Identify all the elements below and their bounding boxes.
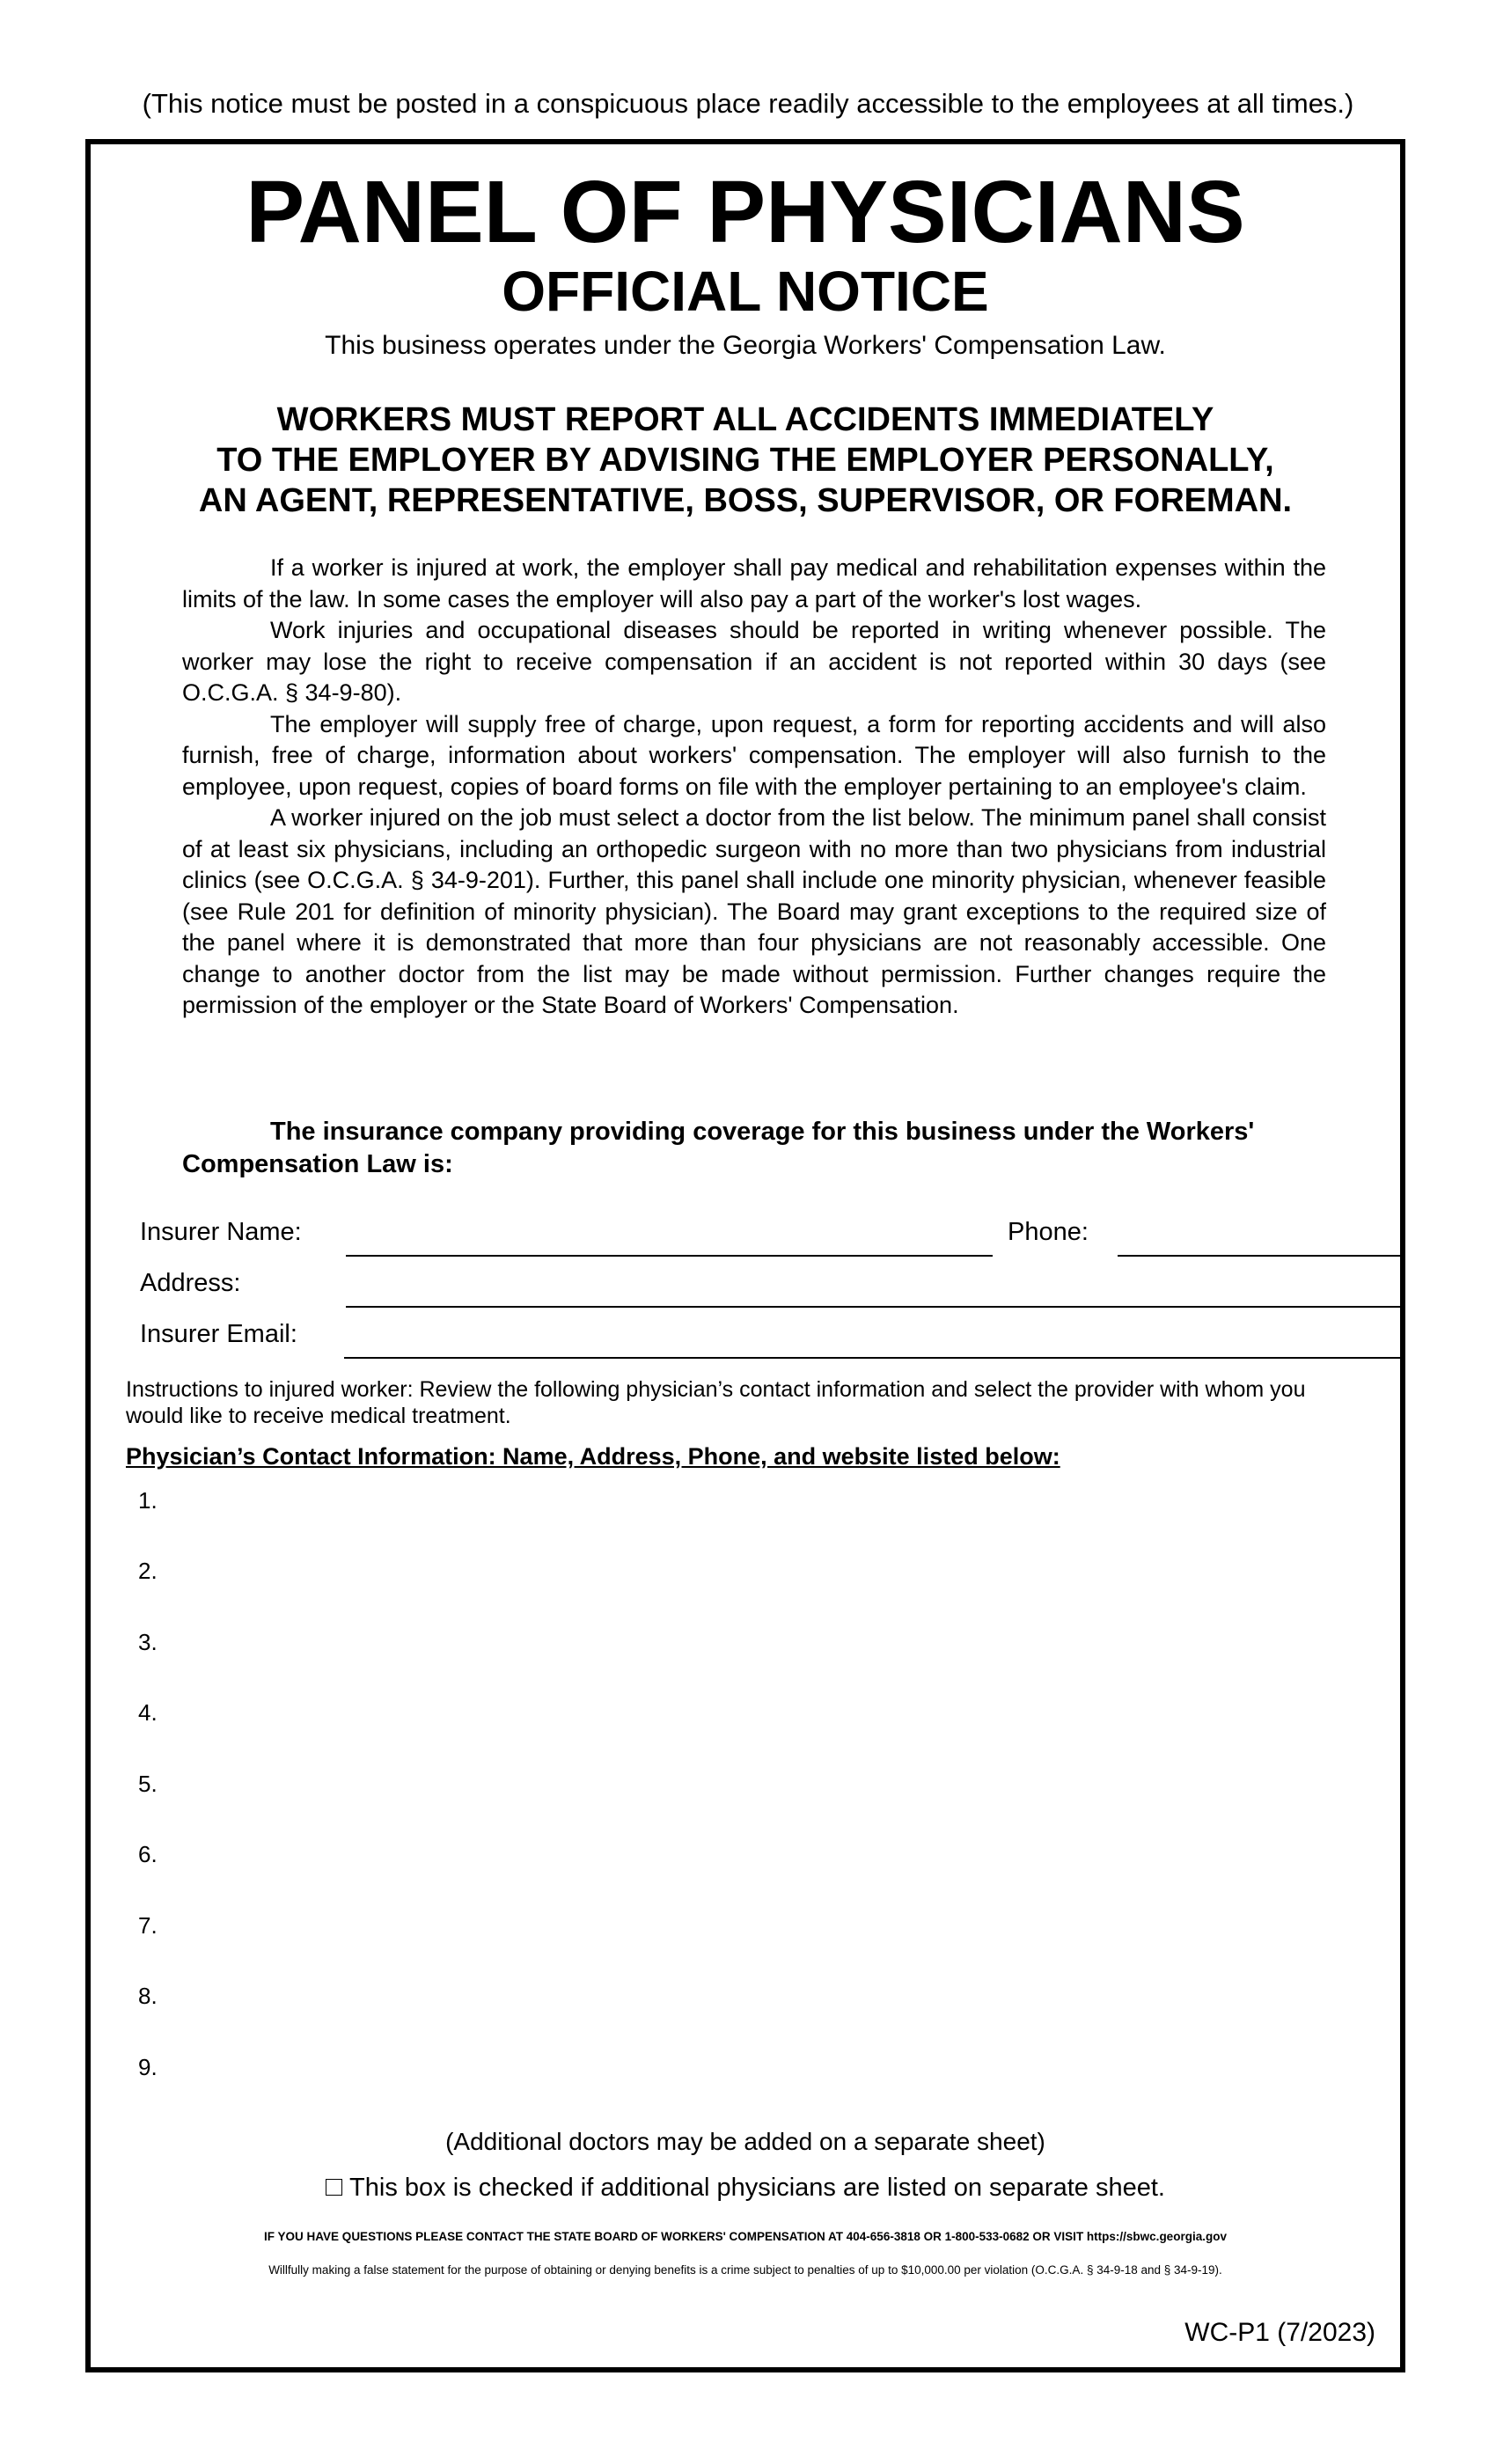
physician-entry-number: 6. bbox=[138, 1841, 158, 1867]
contact-info-line: IF YOU HAVE QUESTIONS PLEASE CONTACT THE STATE BOARD OF WORKERS' COMPENSATION AT 404-656-3818 OR 1-800-533-0682 OR VISIT https://sbwc.georgia.gov bbox=[264, 2230, 1227, 2243]
paragraph-reporting: Work injuries and occupational diseases should be reported in writing whenever possible. The worker may lose the right to receive compensation if an accident is not reported within 30 days (see O.C.G.A. § 34-9-80). bbox=[182, 617, 1326, 706]
insurer-email-field[interactable] bbox=[344, 1357, 1404, 1359]
paragraph-panel-rules: A worker injured on the job must select a doctor from the list below. The minimum panel shall consist of at least six physicians, including an orthopedic surgeon with no more than two physicians from industrial clinics (see O.C.G.A. § 34-9-201). Further, this panel shall include one minority physician, whenever feasible (see Rule 201 for definition of minority physician). The Board may grant exceptions to the required size of the panel where it is demonstrated that more than four physicians are not reasonably accessible. One change to another doctor from the list may be made without permission. Further changes require the permission of the employer or the State Board of Workers' Compensation. bbox=[182, 804, 1326, 1018]
physician-entry-number: 7. bbox=[138, 1912, 158, 1939]
physician-entry-number: 3. bbox=[138, 1629, 158, 1655]
paragraph-forms: The employer will supply free of charge, upon request, a form for reporting accidents and will also furnish, free of charge, information about workers' compensation. The employer will also furnish to the employee, upon request, copies of board forms on file with the employer pertaining to an employee's claim. bbox=[182, 710, 1326, 800]
address-label: Address: bbox=[140, 1269, 241, 1297]
physician-entry-number: 9. bbox=[138, 2054, 158, 2080]
address-field[interactable] bbox=[346, 1306, 1404, 1308]
physician-entry-number: 4. bbox=[138, 1699, 158, 1726]
additional-physicians-row bbox=[91, 2174, 1400, 2203]
additional-physicians-checkbox[interactable] bbox=[326, 2179, 342, 2196]
penalty-statement: Willfully making a false statement for the purpose of obtaining or denying benefits is a crime subject to penalties of up to $10,000.00 per violation (O.C.G.A. § 34-9-18 and § 34-9-19). bbox=[268, 2263, 1222, 2277]
warning-line: TO THE EMPLOYER BY ADVISING THE EMPLOYER PERSONALLY, bbox=[216, 442, 1274, 479]
insurer-email-label: Insurer Email: bbox=[140, 1320, 297, 1348]
checkbox-label: This box is checked if additional physicians are listed on separate sheet. bbox=[349, 2174, 1165, 2202]
warning-line: WORKERS MUST REPORT ALL ACCIDENTS IMMEDIATELY bbox=[276, 401, 1214, 438]
page-subtitle: OFFICIAL NOTICE bbox=[502, 260, 989, 323]
page-title: PANEL OF PHYSICIANS bbox=[246, 163, 1245, 261]
phone-label: Phone: bbox=[1008, 1218, 1089, 1246]
form-id: WC-P1 (7/2023) bbox=[1184, 2318, 1375, 2347]
physician-entry-number: 8. bbox=[138, 1983, 158, 2009]
phone-field[interactable] bbox=[1118, 1255, 1404, 1257]
paragraph-employer-pays: If a worker is injured at work, the employer shall pay medical and rehabilitation expenses within the limits of the law. In some cases the employer will also pay a part of the worker's lost wages. bbox=[182, 554, 1326, 612]
additional-doctors-note: (Additional doctors may be added on a separate sheet) bbox=[445, 2128, 1045, 2155]
notice-body bbox=[182, 553, 1326, 1022]
physician-entry-number: 2. bbox=[138, 1558, 158, 1584]
posting-note: (This notice must be posted in a conspicuous place readily accessible to the employees at all times.) bbox=[142, 88, 1354, 119]
insurer-name-field[interactable] bbox=[346, 1255, 993, 1257]
worker-instructions: Instructions to injured worker: Review the following physician’s contact information and select the provider with whom you would like to receive medical treatment. bbox=[126, 1377, 1306, 1428]
physician-entry-number: 5. bbox=[138, 1771, 158, 1797]
warning-line: AN AGENT, REPRESENTATIVE, BOSS, SUPERVISOR, OR FOREMAN. bbox=[198, 482, 1293, 519]
law-statement: This business operates under the Georgia Workers' Compensation Law. bbox=[325, 331, 1166, 360]
physician-contact-header: Physician’s Contact Information: Name, Address, Phone, and website listed below: bbox=[126, 1443, 1060, 1470]
physician-entry-number: 1. bbox=[138, 1487, 158, 1514]
notice-frame bbox=[85, 139, 1405, 2372]
insurance-statement: The insurance company providing coverage for this business under the Workers' Compensation Law is: bbox=[182, 1118, 1255, 1178]
accident-warning bbox=[91, 400, 1400, 521]
insurer-name-label: Insurer Name: bbox=[140, 1218, 302, 1246]
